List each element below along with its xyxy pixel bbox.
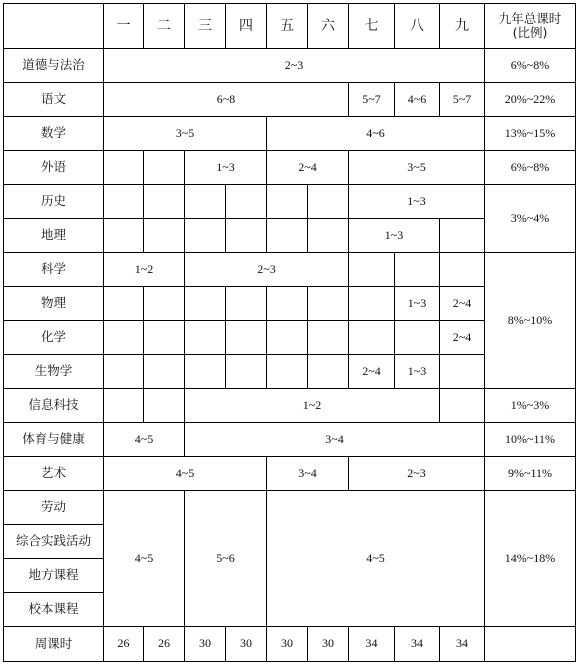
empty-cell bbox=[104, 151, 144, 185]
total-cell: 13%~15% bbox=[485, 117, 576, 151]
grade-header: 四 bbox=[226, 4, 267, 49]
hours-cell: 2~4 bbox=[349, 355, 395, 389]
empty-cell bbox=[308, 321, 349, 355]
empty-cell bbox=[226, 185, 267, 219]
hours-cell: 4~5 bbox=[267, 491, 485, 627]
weekly-cell: 30 bbox=[267, 627, 308, 662]
weekly-cell: 30 bbox=[308, 627, 349, 662]
subject-label: 道德与法治 bbox=[4, 49, 104, 83]
hours-cell: 1~3 bbox=[349, 219, 440, 253]
empty-cell bbox=[440, 389, 485, 423]
hours-cell: 1~3 bbox=[395, 355, 440, 389]
empty-cell bbox=[267, 219, 308, 253]
empty-cell bbox=[308, 219, 349, 253]
grade-header: 九 bbox=[440, 4, 485, 49]
weekly-cell: 26 bbox=[144, 627, 185, 662]
empty-cell bbox=[226, 287, 267, 321]
empty-cell bbox=[267, 287, 308, 321]
hours-cell: 5~6 bbox=[185, 491, 267, 627]
weekly-cell: 34 bbox=[440, 627, 485, 662]
empty-cell bbox=[440, 253, 485, 287]
weekly-cell: 34 bbox=[395, 627, 440, 662]
total-cell: 9%~11% bbox=[485, 457, 576, 491]
total-header bbox=[485, 4, 576, 49]
empty-cell bbox=[440, 355, 485, 389]
empty-cell bbox=[104, 219, 144, 253]
empty-cell bbox=[308, 185, 349, 219]
grade-header: 八 bbox=[395, 4, 440, 49]
subject-label: 外语 bbox=[4, 151, 104, 185]
empty-cell bbox=[104, 355, 144, 389]
total-cell: 10%~11% bbox=[485, 423, 576, 457]
subject-label: 物理 bbox=[4, 287, 104, 321]
hours-cell: 1~3 bbox=[349, 185, 485, 219]
hours-cell: 2~3 bbox=[349, 457, 485, 491]
subject-label: 周课时 bbox=[4, 627, 104, 662]
hours-cell: 4~6 bbox=[267, 117, 485, 151]
weekly-cell: 34 bbox=[349, 627, 395, 662]
subject-label: 数学 bbox=[4, 117, 104, 151]
empty-cell bbox=[104, 321, 144, 355]
table-row bbox=[4, 117, 576, 151]
total-header-line1: 九年总课时 bbox=[498, 10, 562, 26]
total-cell: 3%~4% bbox=[485, 185, 576, 253]
curriculum-hours-table bbox=[3, 3, 576, 662]
table-row bbox=[4, 457, 576, 491]
corner-cell bbox=[4, 4, 104, 49]
hours-cell: 1~2 bbox=[104, 253, 185, 287]
subject-label: 综合实践活动 bbox=[4, 525, 104, 559]
grade-header: 六 bbox=[308, 4, 349, 49]
empty-cell bbox=[104, 287, 144, 321]
subject-label: 语文 bbox=[4, 83, 104, 117]
total-cell: 20%~22% bbox=[485, 83, 576, 117]
weekly-cell: 30 bbox=[185, 627, 226, 662]
grade-header: 七 bbox=[349, 4, 395, 49]
hours-cell: 2~4 bbox=[440, 321, 485, 355]
weekly-hours-row bbox=[4, 627, 576, 662]
table-row bbox=[4, 83, 576, 117]
grade-header: 二 bbox=[144, 4, 185, 49]
hours-cell: 4~5 bbox=[104, 457, 267, 491]
hours-cell: 4~5 bbox=[104, 423, 185, 457]
empty-cell bbox=[349, 287, 395, 321]
empty-cell bbox=[485, 627, 576, 662]
grade-header: 三 bbox=[185, 4, 226, 49]
total-cell: 6%~8% bbox=[485, 151, 576, 185]
empty-cell bbox=[144, 287, 185, 321]
table-row bbox=[4, 185, 576, 219]
table-row bbox=[4, 253, 576, 287]
hours-cell: 2~3 bbox=[104, 49, 485, 83]
hours-cell: 1~3 bbox=[185, 151, 267, 185]
empty-cell bbox=[226, 219, 267, 253]
table-row bbox=[4, 389, 576, 423]
empty-cell bbox=[144, 321, 185, 355]
total-cell: 6%~8% bbox=[485, 49, 576, 83]
weekly-cell: 30 bbox=[226, 627, 267, 662]
empty-cell bbox=[308, 355, 349, 389]
hours-cell: 2~4 bbox=[267, 151, 349, 185]
hours-cell: 5~7 bbox=[440, 83, 485, 117]
grade-header: 五 bbox=[267, 4, 308, 49]
hours-cell: 2~4 bbox=[440, 287, 485, 321]
table-row bbox=[4, 151, 576, 185]
empty-cell bbox=[267, 321, 308, 355]
total-header-line2: (比例) bbox=[512, 25, 548, 40]
hours-cell: 1~3 bbox=[395, 287, 440, 321]
empty-cell bbox=[185, 355, 226, 389]
total-cell: 1%~3% bbox=[485, 389, 576, 423]
total-cell: 8%~10% bbox=[485, 253, 576, 389]
table-row bbox=[4, 491, 576, 525]
empty-cell bbox=[395, 321, 440, 355]
hours-cell: 3~5 bbox=[349, 151, 485, 185]
subject-label: 生物学 bbox=[4, 355, 104, 389]
hours-cell: 1~2 bbox=[185, 389, 440, 423]
subject-label: 化学 bbox=[4, 321, 104, 355]
subject-label: 劳动 bbox=[4, 491, 104, 525]
table-row bbox=[4, 423, 576, 457]
empty-cell bbox=[144, 185, 185, 219]
grade-header: 一 bbox=[104, 4, 144, 49]
empty-cell bbox=[349, 321, 395, 355]
empty-cell bbox=[349, 253, 395, 287]
empty-cell bbox=[144, 219, 185, 253]
empty-cell bbox=[144, 355, 185, 389]
subject-label: 历史 bbox=[4, 185, 104, 219]
subject-label: 信息科技 bbox=[4, 389, 104, 423]
table-row bbox=[4, 49, 576, 83]
header-row bbox=[4, 4, 576, 49]
hours-cell: 2~3 bbox=[185, 253, 349, 287]
empty-cell bbox=[104, 389, 144, 423]
empty-cell bbox=[267, 185, 308, 219]
empty-cell bbox=[185, 219, 226, 253]
hours-cell: 4~5 bbox=[104, 491, 185, 627]
subject-label: 地理 bbox=[4, 219, 104, 253]
subject-label: 科学 bbox=[4, 253, 104, 287]
empty-cell bbox=[185, 185, 226, 219]
empty-cell bbox=[308, 287, 349, 321]
empty-cell bbox=[144, 151, 185, 185]
hours-cell: 6~8 bbox=[104, 83, 349, 117]
hours-cell: 3~4 bbox=[185, 423, 485, 457]
hours-cell: 3~4 bbox=[267, 457, 349, 491]
hours-cell: 3~5 bbox=[104, 117, 267, 151]
empty-cell bbox=[226, 355, 267, 389]
weekly-cell: 26 bbox=[104, 627, 144, 662]
hours-cell: 4~6 bbox=[395, 83, 440, 117]
empty-cell bbox=[395, 253, 440, 287]
empty-cell bbox=[104, 185, 144, 219]
subject-label: 校本课程 bbox=[4, 593, 104, 627]
total-cell: 14%~18% bbox=[485, 491, 576, 627]
subject-label: 体育与健康 bbox=[4, 423, 104, 457]
empty-cell bbox=[267, 355, 308, 389]
empty-cell bbox=[226, 321, 267, 355]
subject-label: 艺术 bbox=[4, 457, 104, 491]
empty-cell bbox=[440, 219, 485, 253]
hours-cell: 5~7 bbox=[349, 83, 395, 117]
empty-cell bbox=[185, 287, 226, 321]
subject-label: 地方课程 bbox=[4, 559, 104, 593]
empty-cell bbox=[185, 321, 226, 355]
empty-cell bbox=[144, 389, 185, 423]
